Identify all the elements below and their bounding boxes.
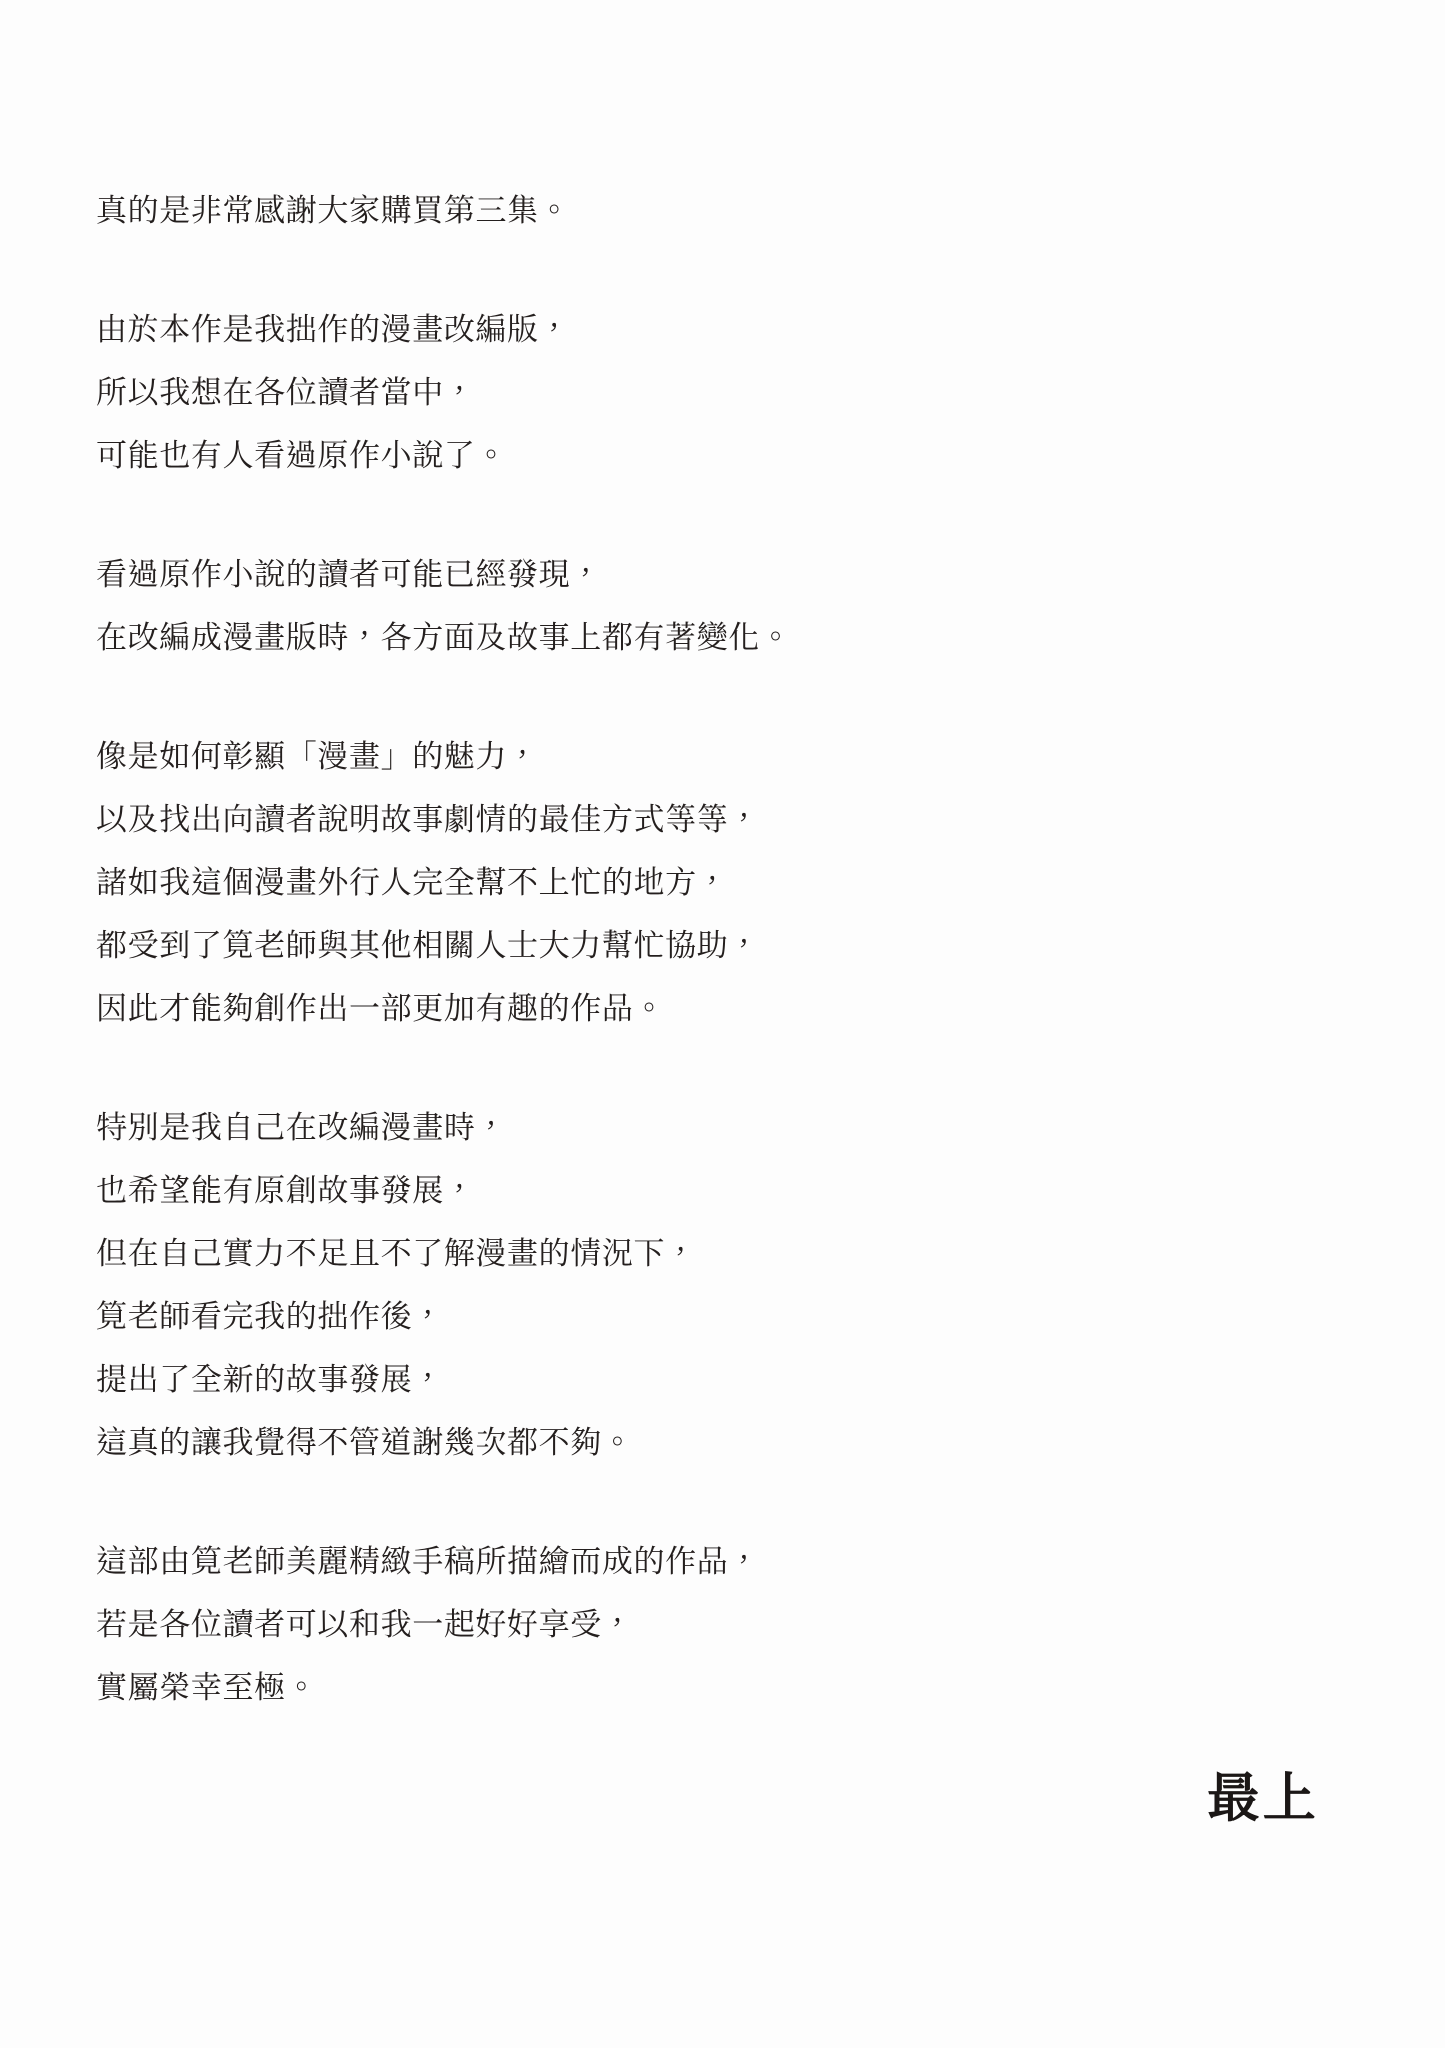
paragraph-2: [96, 299, 1349, 488]
paragraph-3: [96, 544, 1349, 670]
text-line: 也希望能有原創故事發展，: [96, 1173, 476, 1209]
text-line: 筧老師看完我的拙作後，: [96, 1299, 444, 1335]
text-line: 像是如何彰顯「漫畫」的魅力，: [96, 739, 539, 775]
text-line: 若是各位讀者可以和我一起好好享受，: [96, 1607, 634, 1643]
afterword-body: [96, 180, 1349, 1720]
text-line: 都受到了筧老師與其他相關人士大力幫忙協助，: [96, 928, 761, 964]
text-line: 諸如我這個漫畫外行人完全幫不上忙的地方，: [96, 865, 729, 901]
paragraph-6: [96, 1531, 1349, 1720]
text-line: 看過原作小說的讀者可能已經發現，: [96, 557, 602, 593]
paragraph-4: [96, 726, 1349, 1041]
text-line: 特別是我自己在改編漫畫時，: [96, 1110, 508, 1146]
text-line: 提出了全新的故事發展，: [96, 1362, 444, 1398]
text-line: 在改編成漫畫版時，各方面及故事上都有著變化。: [96, 620, 792, 656]
text-line: 真的是非常感謝大家購買第三集。: [96, 193, 571, 229]
text-line: 這部由筧老師美麗精緻手稿所描繪而成的作品，: [96, 1544, 761, 1580]
author-signature: 最上: [1206, 1768, 1319, 1829]
text-line: 所以我想在各位讀者當中，: [96, 375, 476, 411]
signature-block: [1207, 1770, 1319, 1828]
text-line: 以及找出向讀者說明故事劇情的最佳方式等等，: [96, 802, 761, 838]
text-line: 可能也有人看過原作小說了。: [96, 438, 508, 474]
text-line: 實屬榮幸至極。: [96, 1670, 318, 1706]
paragraph-1: [96, 180, 1349, 243]
text-line: 由於本作是我拙作的漫畫改編版，: [96, 312, 571, 348]
text-line: 因此才能夠創作出一部更加有趣的作品。: [96, 991, 666, 1027]
paragraph-5: [96, 1097, 1349, 1475]
text-line: 但在自己實力不足且不了解漫畫的情況下，: [96, 1236, 697, 1272]
text-line: 這真的讓我覺得不管道謝幾次都不夠。: [96, 1425, 634, 1461]
